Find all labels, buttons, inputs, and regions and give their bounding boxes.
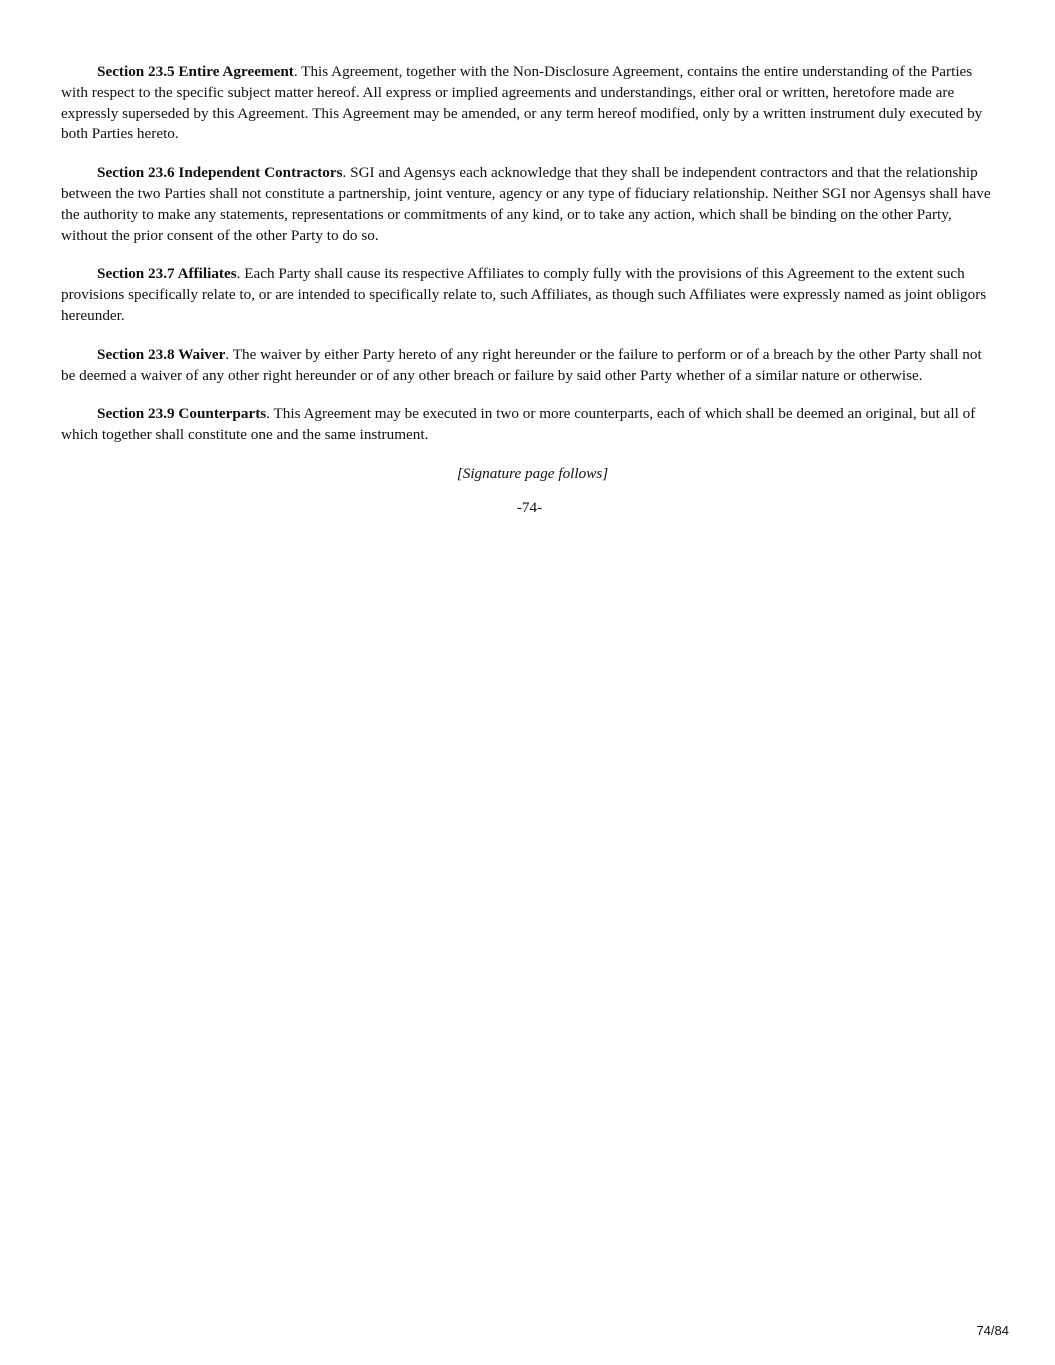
- section-23-5: [61, 62, 998, 145]
- section-23-6: [61, 163, 998, 246]
- section-heading: Section 23.6 Independent Contractors: [97, 164, 343, 182]
- section-body: . Each Party shall cause its respective Affiliates to comply fully with the provisions of this Agreement to the extent such provisions specifically relate to, or are intended to specifically relate to, such Affiliates, as though such Affiliates were expressly named as joint obligors hereunder.: [61, 265, 987, 324]
- section-body: . This Agreement may be executed in two or more counterparts, each of which shall be deemed an original, but all of which together shall constitute one and the same instrument.: [61, 405, 976, 444]
- page-number: -74-: [516, 498, 543, 516]
- section-23-7: [61, 264, 998, 326]
- page-count-indicator: 74/84: [976, 1323, 1009, 1338]
- section-body: . The waiver by either Party hereto of any right hereunder or the failure to perform or of a breach by the other Party shall not be deemed a waiver of any other right hereunder or of any other breach or failure by said other Party whether of a similar nature or otherwise.: [61, 345, 982, 384]
- signature-page-note: [Signature page follows]: [456, 464, 609, 482]
- section-heading: Section 23.7 Affiliates: [97, 265, 237, 283]
- section-body: . SGI and Agensys each acknowledge that they shall be independent contractors and that the relationship between the two Parties shall not constitute a partnership, joint venture, agency or any type of fiduciary relationship. Neither SGI nor Agensys shall have the authority to make any statements, representations or commitments of any kind, or to take any action, which shall be binding on the other Party, without the prior consent of the other Party to do so.: [61, 164, 991, 244]
- section-23-8: [61, 345, 998, 387]
- section-heading: Section 23.5 Entire Agreement: [97, 63, 294, 80]
- section-heading: Section 23.8 Waiver: [97, 345, 226, 363]
- section-23-9: [61, 404, 998, 446]
- section-body: . This Agreement, together with the Non-Disclosure Agreement, contains the entire understanding of the Parties with respect to the specific subject matter hereof. All express or implied agreements and understandings, either oral or written, heretofore made are expressly superseded by this Agreement. This Agreement may be amended, or any term hereof modified, only by a written instrument duly executed by both Parties hereto.: [61, 63, 983, 143]
- document-page: [61, 62, 998, 518]
- section-heading: Section 23.9 Counterparts: [97, 405, 267, 423]
